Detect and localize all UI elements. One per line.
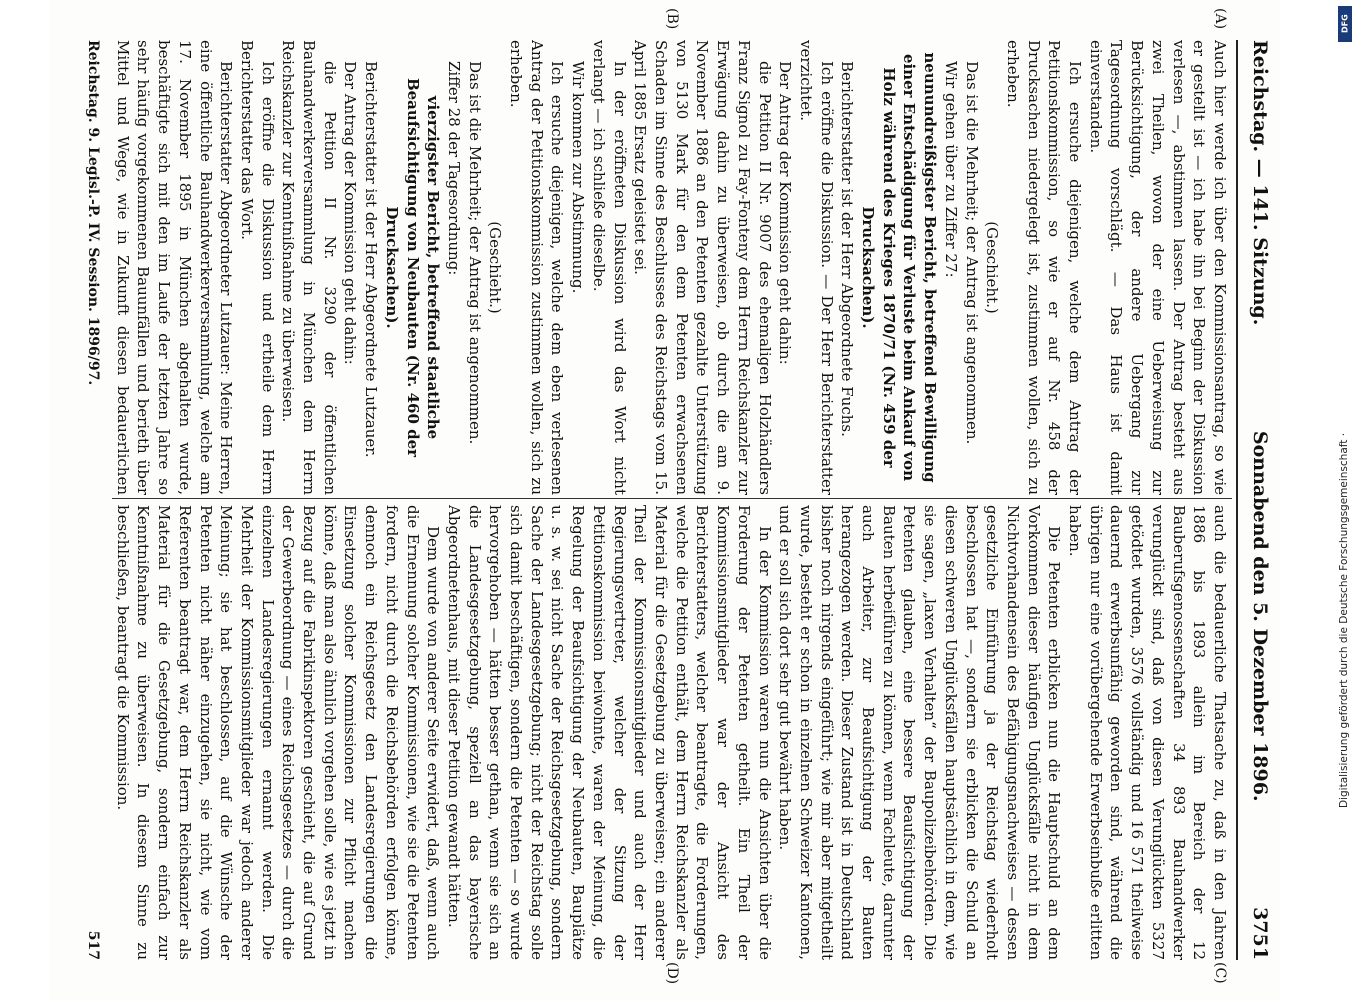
header-rule: [1236, 40, 1238, 960]
paragraph: (Geschieht.): [486, 221, 505, 314]
paragraph: auch die bedauerliche Thatsache zu, daß in den Jahren 1886 bis 1893 allein im Bereich der 12 Bauberufsgenossenschaften 34 893 Bauhandwerker verunglückt sind, daß von diesen Verunglückten 5327 getödtet wurden, 3576 vollständig und 16 571 theilweise dauernd erwerbsunfähig geworden sind, während die übrigen nur eine vorübergehende Erwerbseinbuße erlitten haben.: [1066, 505, 1229, 960]
paragraph: Das ist die Mehrheit; der Antrag ist angenommen.: [465, 61, 484, 445]
paragraph: Ich ersuche diejenigen, welche dem eben verlesenen Antrag der Petitionskommission zustimmen wollen, sich zu erheben.: [507, 40, 567, 495]
header-date: Sonnabend den 5. Dezember 1896.: [1249, 430, 1271, 802]
paragraph: Berichterstatter Abgeordneter Lutzauer: Meine Herren, eine öffentliche Bauhandwerkerversammlung, welche am 17. November 1895 in München abgehalten wurde, beschäftigte sich mit den im Laufe der letzten Jahre so sehr häufig vorgekommenen Bauunfällen und berieth über Mittel und Wege, wie in Zukunft diesen bedauerlichen: [113, 40, 236, 495]
column-divider: [112, 498, 1232, 499]
paragraph: Ziffer 28 der Tagesordnung:: [444, 61, 463, 276]
paragraph: Ich eröffne die Diskussion und ertheile dem Herrn Berichterstatter das Wort.: [237, 40, 277, 495]
page-number: 3751: [1249, 907, 1271, 960]
paragraph: Ich ersuche diejenigen, welche dem Antrag der Petitionskommission, so wie er auf Nr. 458 der Drucksachen niedergelegt ist, zustimmen wollen, sich zu erheben.: [1003, 40, 1085, 495]
paragraph: die Petition II Nr. 3290 der öffentlichen Bauhandwerkerversammlung in München dem Herrn Reichskanzler zur Kenntnißnahme zu überweisen.: [279, 40, 339, 495]
footer-signature: 517: [85, 930, 101, 960]
paragraph: Das ist die Mehrheit; der Antrag ist angenommen.: [962, 61, 981, 445]
paragraph: Die Petenten erblicken nun die Hauptschuld an dem Vorkommen dieser häufigen Unglücksfälle nicht in dem Nichtvorhandensein des Befähigungsnachweises — dessen gesetzliche Einführung ja der Reichstag wiederholt beschlossen hat —, sondern sie erblicken die Schuld an diesen schweren Unglücksfällen hauptsächlich in dem, wie sie sagen, „laxen Verhalten“ der Baupolizeibehörden. Die Petenten glauben, eine bessere Beaufsichtigung der Bauten herbeiführen zu können, wenn Fachleute, darunter auch Arbeiter, zur Beaufsichtigung der Bauten herangezogen werden. Dieser Zustand ist in Deutschland bisher noch nirgends eingeführt; wie mir aber mitgetheilt wurde, besteht er schon in einzelnen Schweizer Kantonen, und er soll sich dort sehr gut bewährt haben.: [776, 505, 1064, 960]
paragraph: [110, 505, 112, 960]
paragraph: Wir kommen zur Abstimmung.: [569, 61, 588, 294]
paragraph: (Geschieht.): [983, 221, 1002, 314]
paragraph: Dem wurde von anderer Seite erwidert, daß, wenn auch die Ernennung solcher Kommissionen, wie sie die Petenten fordern, nicht durch die Reichsbehörden erfolgen könne, dennoch ein Reichsgesetz den Landesregierungen die Einsetzung solcher Kommissionen zur Pflicht machen könne, daß man also ähnlich vorgehen solle, wie es jetzt in Bezug auf die Fabrikinspektoren geschieht, die auf Grund der Gewerbeordnung — eines Reichsgesetzes — durch die einzelnen Landesregierungen ernannt werden. Die Mehrheit der Kommissionsmitglieder war jedoch anderer Meinung; sie hat beschlossen, auf die Wünsche der Petenten nicht näher einzugehen, sie nicht, wie vom Referenten beantragt war, dem Herrn Reichskanzler als Material für die Gesetzgebung, sondern einfach zur Kenntnißnahme zu überweisen. In diesem Sinne zu beschließen, beantragt die Kommission.: [113, 505, 443, 960]
paragraph: Auch hier werde ich über den Kommissionsantrag, so wie er gestellt ist — ich habe ihn bei Beginn der Diskussion verlesen —, abstimmen lassen. Der Antrag besteht aus zwei Theilen, wovon der eine Ueberweisung zur Berücksichtigung, der andere Uebergang zur Tagesordnung vorschlägt. — Das Haus ist damit einverstanden.: [1086, 40, 1229, 495]
margin-mark-b: (B): [664, 8, 680, 30]
margin-mark-d: (D): [664, 962, 680, 985]
paragraph: Berichterstatter ist der Herr Abgeordnete Lutzauer.: [362, 61, 381, 458]
agenda-heading: neunundreißigster Bericht, betreffend Bewilligung einer Entschädigung für Verluste beim Ankauf von Holz während des Krieges 1870/71 (Nr. 459 der Drucksachen).: [859, 52, 940, 483]
paragraph: die Petition II Nr. 9007 des ehemaligen Holzhändlers Franz Signol zu Fay-Fonteny dem Herrn Reichskanzler zur Erwägung dahin zu überweisen, ob durch die am 9. November 1886 an den Petenten gezahlte Unterstützung von 5130 Mark für den dem Petenten erwachsenen Schaden im Sinne des Beschlusses des Reichstags vom 15. April 1885 Ersatz geleistet sei.: [631, 40, 774, 495]
footer-session: Reichstag. 9. Legisl.-P. IV. Session. 1896/97.: [85, 40, 101, 386]
dfg-logo: DFG: [1338, 6, 1352, 42]
agenda-heading: vierzigster Bericht, betreffend staatliche Beaufsichtigung von Neubauten (Nr. 460 der Drucksachen).: [382, 77, 443, 458]
paragraph: Ich eröffne die Diskussion. — Der Herr Berichterstatter verzichtet.: [796, 40, 836, 495]
paragraph: Wir gehen über zu Ziffer 27:: [941, 61, 960, 278]
paragraph: In der Kommission waren nun die Ansichten über die Forderung der Petenten getheilt. Ein Theil der Kommissionsmitglieder war der Ansicht des Berichterstatters, welcher beantragte, die Forderungen, welche die Petition enthält, dem Herrn Reichskanzler als Material für die Gesetzgebung zu überweisen; ein anderer Theil der Kommissionsmitglieder und auch der Herr Regierungsvertreter, welcher der Sitzung der Petitionskommission beiwohnte, waren der Meinung, die Regelung der Beaufsichtigung der Neubauten, Bauplätze u. s. w. sei nicht Sache der Reichsgesetzgebung, sondern Sache der Landesgesetzgebung; nicht der Reichstag solle sich damit beschäftigen, sondern die Petenten — so wurde hervorgehoben — hätten besser gethan, wenn sie sich an die Landesgesetzgebung, speziell an das bayerische Abgeordnetenhaus, mit dieser Petition gewandt hätten.: [444, 505, 774, 960]
left-column: [110, 40, 1230, 495]
paragraph: Der Antrag der Kommission geht dahin:: [776, 61, 795, 365]
margin-mark-a: (A): [1212, 8, 1228, 30]
paragraph: Der Antrag der Kommission geht dahin:: [341, 61, 360, 365]
paragraph: In der eröffneten Diskussion wird das Wort nicht verlangt — ich schließe dieselbe.: [589, 40, 629, 495]
page-header: [1240, 40, 1280, 960]
right-column: [110, 505, 1230, 960]
page-footer: [78, 40, 108, 960]
header-left: Reichstag. — 141. Sitzung.: [1249, 40, 1271, 326]
digitization-credit: Digitalisierung gefördert durch die Deutsche Forschungsgemeinschaft ·: [1338, 432, 1350, 808]
rotated-document-page: [50, 0, 1280, 1000]
margin-mark-c: (C): [1212, 962, 1228, 984]
paragraph: Berichterstatter ist der Herr Abgeordnete Fuchs.: [838, 61, 857, 437]
